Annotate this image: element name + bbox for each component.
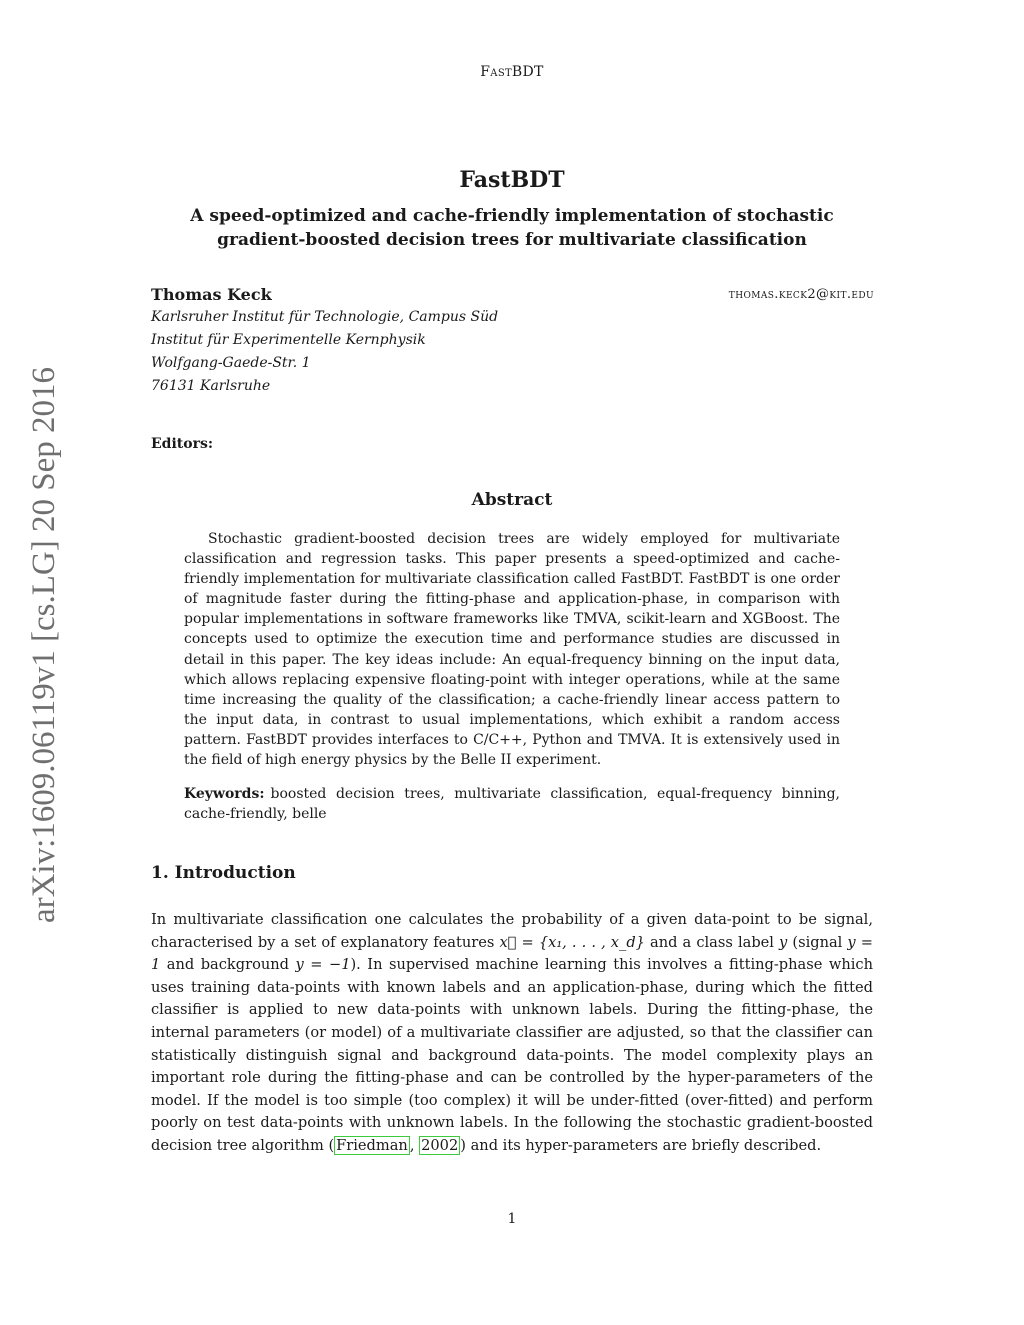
- keywords: [184, 784, 840, 824]
- abstract-heading: Abstract: [471, 490, 553, 510]
- intro-text: (signal: [787, 933, 848, 951]
- citation-year-link[interactable]: 2002: [421, 1136, 459, 1154]
- editors-label: Editors:: [151, 436, 214, 452]
- affiliation-line: 76131 Karlsruhe: [151, 378, 271, 394]
- math-label-y: y: [779, 933, 788, 951]
- affiliation-line: Wolfgang-Gaede-Str. 1: [151, 355, 311, 371]
- affiliation-line: Karlsruher Institut für Technologie, Campus Süd: [151, 309, 499, 325]
- citation-separator: ,: [409, 1136, 420, 1154]
- intro-text: ). In supervised machine learning this involves a fitting-phase which uses training data-points with known labels and an application-phase, during which the fitted classifier is applied to new data-points with unknown labels. During the fitting-phase, the internal parameters (or model) of a multivariate classifier are adjusted, so that the classifier can statistically distinguish signal and background data-points. The model complexity plays an important role during the fitting-phase and can be controlled by the hyper-parameters of the model. If the model is too simple (too complex) it will be under-fitted (over-fitted) and perform poorly on test data-points with unknown labels. In the following the stochastic gradient-boosted decision tree algorithm: [151, 956, 873, 1154]
- author-email[interactable]: thomas.keck2@kit.edu: [728, 287, 874, 302]
- arxiv-identifier: arXiv:1609.06119v1 [cs.LG] 20 Sep 2016: [26, 366, 62, 924]
- math-background: y = −1: [295, 956, 351, 974]
- page-number: 1: [507, 1211, 517, 1227]
- keywords-text: boosted decision trees, multivariate classification, equal-frequency binning, cache-friendly, belle: [184, 786, 840, 822]
- citation-author-link[interactable]: Friedman: [336, 1136, 408, 1154]
- intro-text: and a class label: [644, 933, 780, 951]
- affiliation-line: Institut für Experimentelle Kernphysik: [151, 332, 426, 348]
- intro-text: and its hyper-parameters are briefly described.: [465, 1136, 822, 1154]
- author-name: Thomas Keck: [151, 285, 272, 304]
- section-heading-introduction: 1. Introduction: [151, 863, 296, 883]
- citation-close: ): [460, 1136, 466, 1154]
- introduction-paragraph: [151, 909, 873, 1158]
- citation-open: (: [328, 1136, 335, 1154]
- intro-text: In multivariate classification one calculates the probability of a given data-point to be signal, characterised by a set of explanatory features: [151, 911, 873, 951]
- paper-subtitle: A speed-optimized and cache-friendly implementation of stochastic gradient-boosted decision trees for multivariate classification: [190, 206, 834, 250]
- paper-title: FastBDT: [459, 167, 565, 193]
- running-head: FastBDT: [480, 64, 544, 80]
- math-feature-set: x⃗ = {x₁, . . . , x_d}: [499, 933, 645, 951]
- math-signal: y = 1: [151, 933, 873, 974]
- abstract-text: Stochastic gradient-boosted decision trees are widely employed for multivariate classification and regression tasks. This paper presents a speed-optimized and cache-friendly implementation for multivariate classification called FastBDT. FastBDT is one order of magnitude faster during the fitting-phase and application-phase, in comparison with popular implementations in software frameworks like TMVA, scikit-learn and XGBoost. The concepts used to optimize the execution time and performance studies are discussed in detail in this paper. The key ideas include: An equal-frequency binning on the input data, which allows replacing expensive floating-point with integer operations, while at the same time increasing the quality of the classification; a cache-friendly linear access pattern to the input data, in contrast to usual implementations, which exhibit a random access pattern. FastBDT provides interfaces to C/C++, Python and TMVA. It is extensively used in the field of high energy physics by the Belle II experiment.: [184, 531, 840, 769]
- intro-text: and background: [160, 956, 296, 974]
- keywords-label: Keywords:: [184, 786, 265, 802]
